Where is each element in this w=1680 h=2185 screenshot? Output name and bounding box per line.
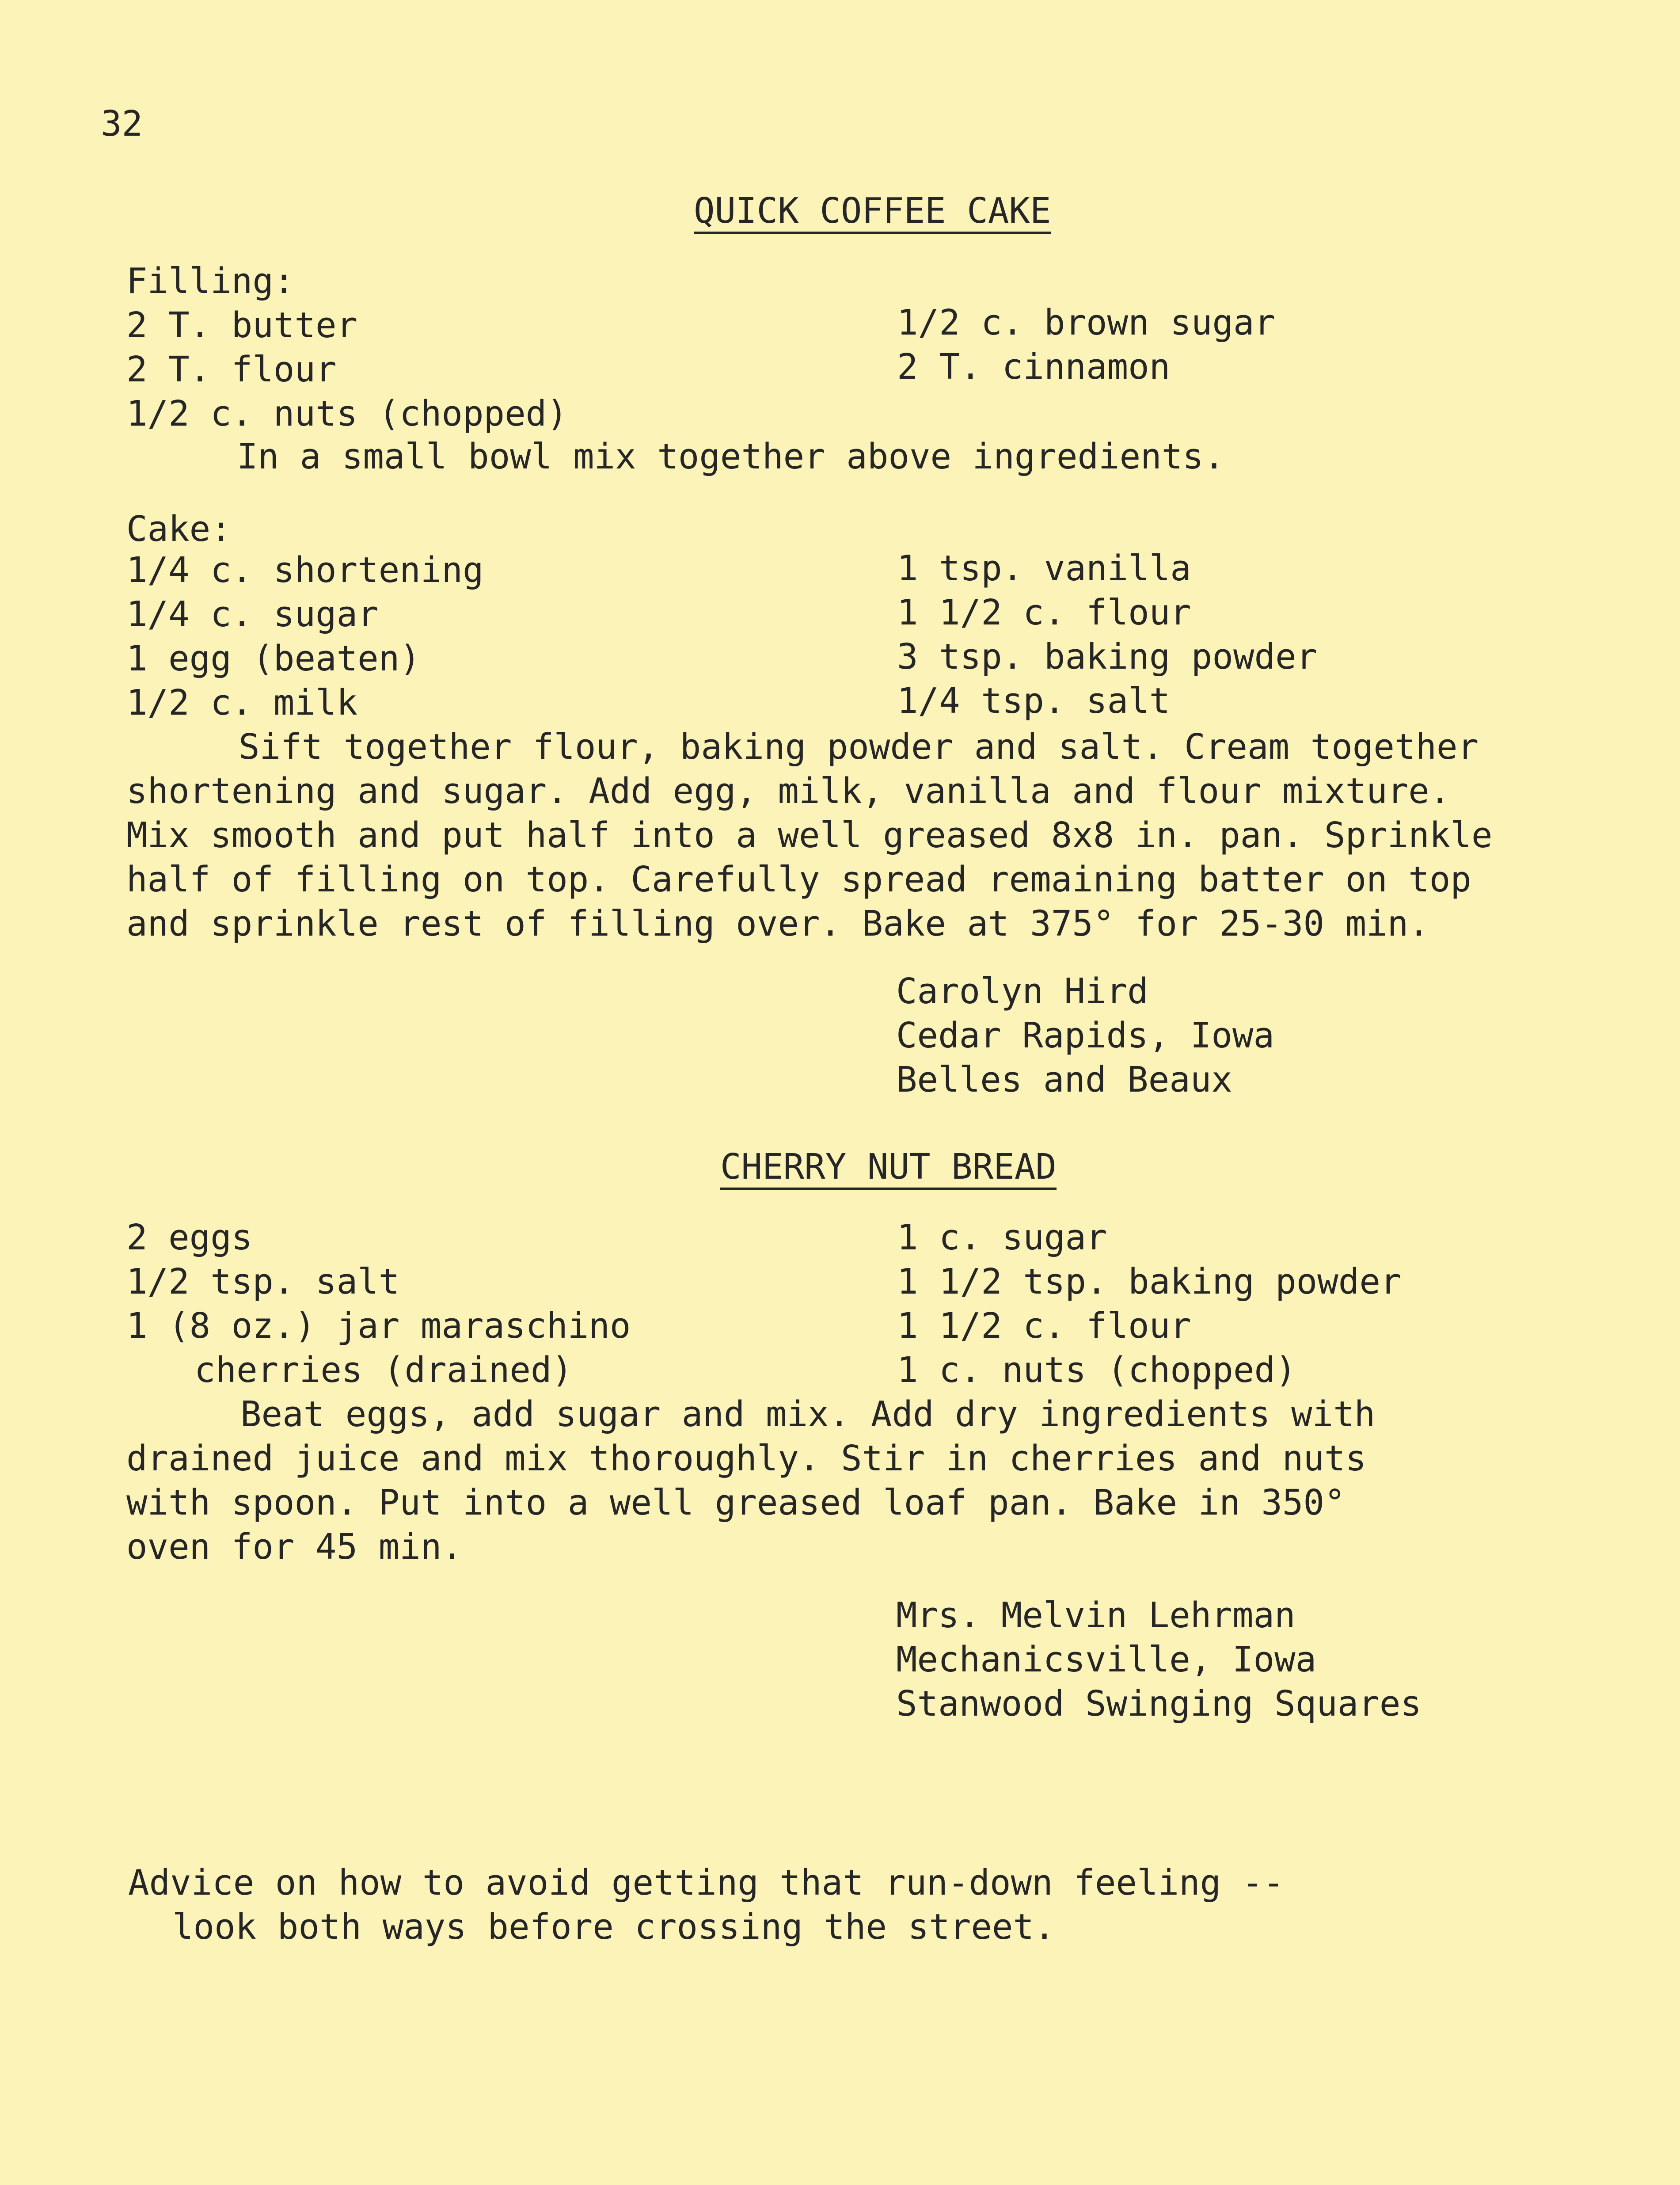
credit-town: Cedar Rapids, Iowa xyxy=(896,1015,1275,1056)
ingredient: 1 (8 oz.) jar maraschino xyxy=(126,1306,631,1346)
recipe-title: QUICK COFFEE CAKE xyxy=(694,190,1051,231)
advice-line: Advice on how to avoid getting that run-down feeling -- xyxy=(128,1862,1284,1903)
credit-name: Mrs. Melvin Lehrman xyxy=(896,1595,1296,1636)
instructions-line: half of filling on top. Carefully spread remaining batter on top xyxy=(126,859,1471,900)
ingredient: cherries (drained) xyxy=(194,1350,573,1390)
credit-club: Stanwood Swinging Squares xyxy=(896,1683,1422,1724)
credit-town: Mechanicsville, Iowa xyxy=(896,1639,1317,1680)
recipe-title: CHERRY NUT BREAD xyxy=(720,1146,1057,1187)
ingredient: 2 T. cinnamon xyxy=(897,346,1171,387)
ingredient: 1 1/2 c. flour xyxy=(897,592,1191,633)
ingredient: 3 tsp. baking powder xyxy=(897,636,1318,677)
ingredient: 1 egg (beaten) xyxy=(126,638,421,679)
section-heading: Filling: xyxy=(126,261,295,301)
instructions-line: drained juice and mix thoroughly. Stir in cherries and nuts xyxy=(126,1438,1367,1479)
ingredient: 1 1/2 c. flour xyxy=(897,1306,1191,1346)
instructions-line: and sprinkle rest of filling over. Bake at 375° for 25-30 min. xyxy=(126,903,1429,944)
ingredient: 2 T. flour xyxy=(126,349,337,390)
section-heading: Cake: xyxy=(126,509,232,549)
ingredient: 2 T. butter xyxy=(126,305,358,346)
credit-club: Belles and Beaux xyxy=(896,1059,1232,1100)
instructions-line: oven for 45 min. xyxy=(126,1526,463,1567)
ingredient: 1/2 c. nuts (chopped) xyxy=(126,393,568,434)
ingredient: 1/2 c. milk xyxy=(126,682,358,723)
ingredient: 1 c. nuts (chopped) xyxy=(897,1350,1296,1390)
ingredient: 1/4 tsp. salt xyxy=(897,681,1171,721)
ingredient: 1/4 c. shortening xyxy=(126,550,484,590)
ingredient: 1 1/2 tsp. baking powder xyxy=(897,1261,1402,1302)
instructions-line: with spoon. Put into a well greased loaf pan. Bake in 350° xyxy=(126,1482,1346,1523)
ingredient: 1/2 c. brown sugar xyxy=(897,302,1276,343)
instructions-line: Mix smooth and put half into a well greased 8x8 in. pan. Sprinkle xyxy=(126,815,1493,856)
ingredient: 1/4 c. sugar xyxy=(126,594,379,635)
page-number: 32 xyxy=(101,103,143,144)
ingredient: 1/2 tsp. salt xyxy=(126,1261,400,1302)
instructions-line: Beat eggs, add sugar and mix. Add dry ingredients with xyxy=(240,1394,1376,1435)
ingredient: 1 tsp. vanilla xyxy=(897,548,1191,589)
ingredient: 1 c. sugar xyxy=(897,1217,1107,1258)
instructions-line: shortening and sugar. Add egg, milk, vanilla and flour mixture. xyxy=(126,771,1451,811)
instructions: In a small bowl mix together above ingredients. xyxy=(237,436,1225,477)
advice-line: look both ways before crossing the street. xyxy=(172,1907,1055,1947)
credit-name: Carolyn Hird xyxy=(896,971,1148,1012)
ingredient: 2 eggs xyxy=(126,1217,253,1258)
instructions-line: Sift together flour, baking powder and salt. Cream together xyxy=(239,727,1479,767)
